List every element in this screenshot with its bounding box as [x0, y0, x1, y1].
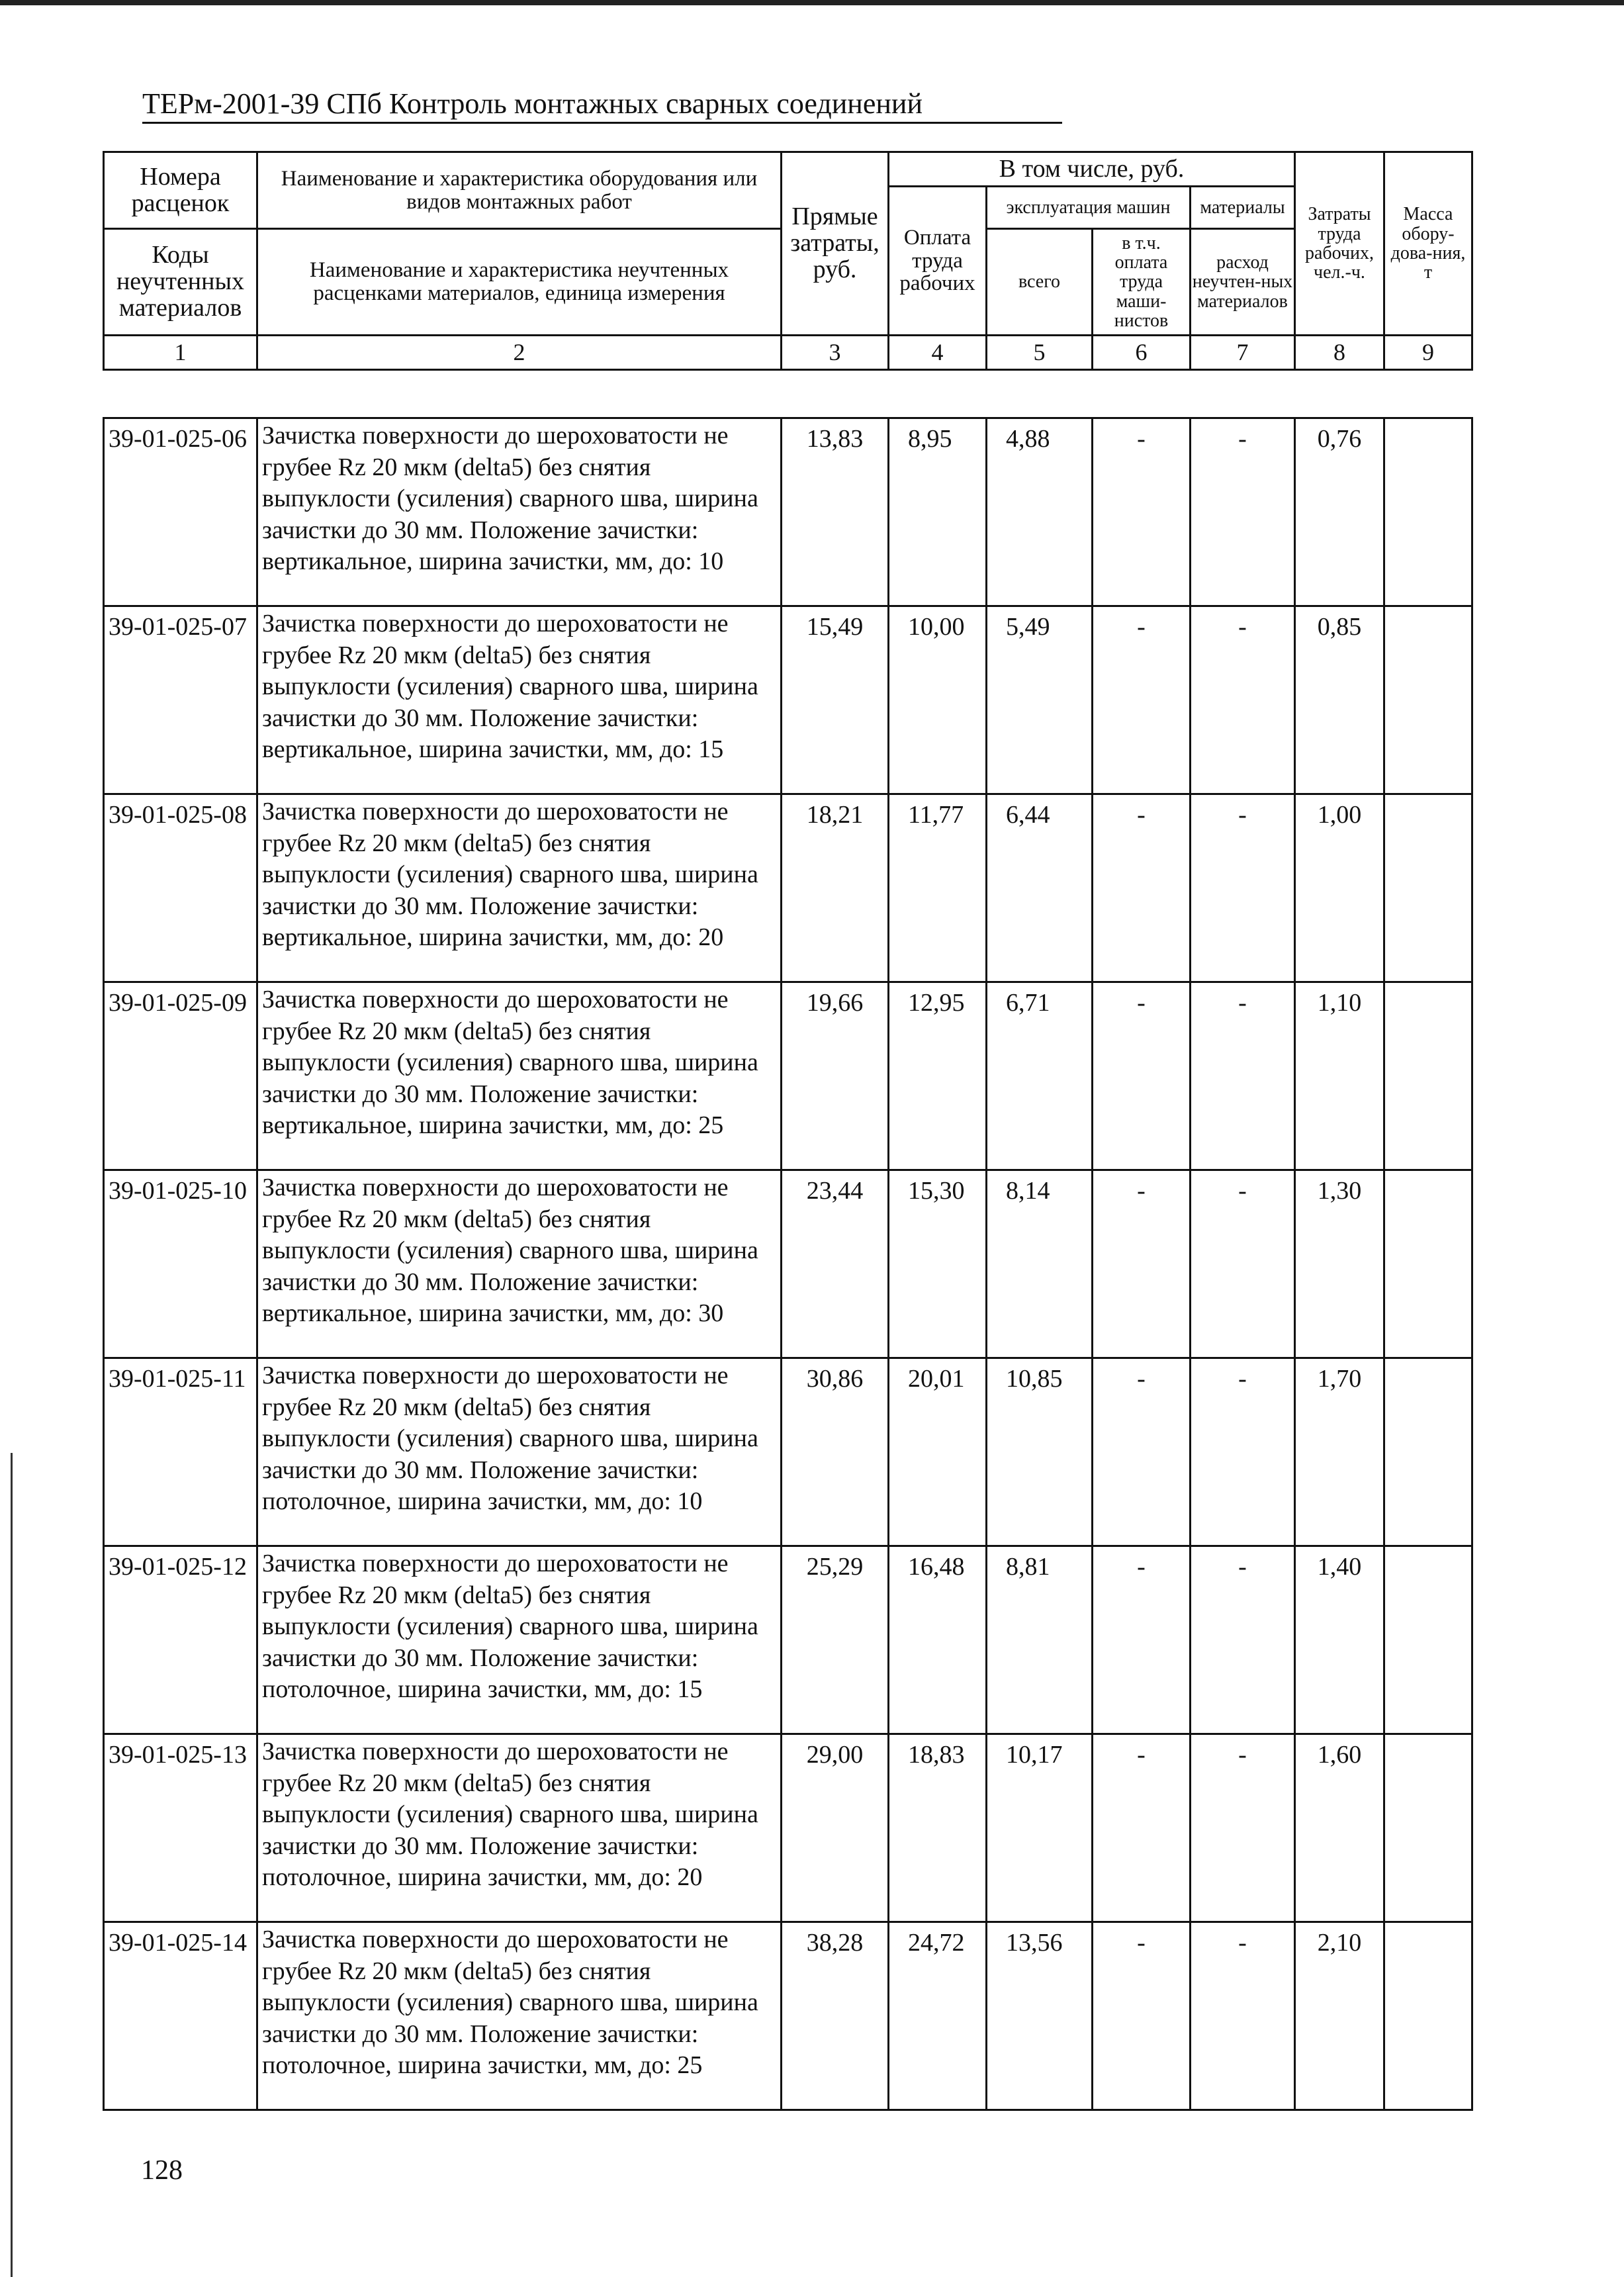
equipment-mass-value — [1384, 1922, 1472, 2110]
table-row — [104, 1546, 1472, 1734]
equipment-mass-value — [1384, 1734, 1472, 1922]
materials-value: - — [1191, 1546, 1295, 1734]
table-row — [104, 794, 1472, 982]
machinist-pay-value: - — [1093, 418, 1191, 606]
labor-pay-value: 16,48 — [889, 1546, 987, 1734]
header-unaccounted-materials: расход неучтен-ных материалов — [1191, 229, 1295, 336]
header-name-bottom: Наименование и характеристика неучтенных расценками материалов, единица измерения — [257, 229, 782, 336]
rate-code: 39-01-025-11 — [104, 1358, 257, 1546]
equipment-mass-value — [1384, 1546, 1472, 1734]
header-rates-numbers: Номера расценок — [104, 152, 257, 229]
machine-operation-value: 8,14 — [987, 1170, 1093, 1358]
header-total: всего — [987, 229, 1093, 336]
direct-costs-value: 19,66 — [782, 982, 889, 1170]
labor-pay-value: 18,83 — [889, 1734, 987, 1922]
rate-description: Зачистка поверхности до шероховатости не грубее Rz 20 мкм (delta5) без снятия выпуклости (усиления) сварного шва, ширина зачистки до 30 мм. Положение зачистки: вертикальное, ширина зачистки, мм, до: 30 — [257, 1170, 782, 1358]
direct-costs-value: 18,21 — [782, 794, 889, 982]
machine-operation-value: 6,44 — [987, 794, 1093, 982]
column-number: 5 — [987, 336, 1093, 370]
machinist-pay-value: - — [1093, 1358, 1191, 1546]
materials-value: - — [1191, 1358, 1295, 1546]
rate-code: 39-01-025-06 — [104, 418, 257, 606]
labor-pay-value: 15,30 — [889, 1170, 987, 1358]
machinist-pay-value: - — [1093, 1734, 1191, 1922]
equipment-mass-value — [1384, 418, 1472, 606]
column-number: 1 — [104, 336, 257, 370]
direct-costs-value: 25,29 — [782, 1546, 889, 1734]
machinist-pay-value: - — [1093, 1546, 1191, 1734]
equipment-mass-value — [1384, 794, 1472, 982]
machine-operation-value: 5,49 — [987, 606, 1093, 794]
page-number: 128 — [141, 2155, 183, 2186]
labor-pay-value: 8,95 — [889, 418, 987, 606]
machinist-pay-value: - — [1093, 794, 1191, 982]
margin-line — [11, 1453, 13, 2277]
document-title: ТЕРм-2001-39 СПб Контроль монтажных сварных соединений — [142, 86, 1062, 124]
table-row — [104, 1734, 1472, 1922]
rate-description: Зачистка поверхности до шероховатости не грубее Rz 20 мкм (delta5) без снятия выпуклости (усиления) сварного шва, ширина зачистки до 30 мм. Положение зачистки: вертикальное, ширина зачистки, мм, до: 20 — [257, 794, 782, 982]
machinist-pay-value: - — [1093, 1922, 1191, 2110]
column-number: 9 — [1384, 336, 1472, 370]
rate-code: 39-01-025-10 — [104, 1170, 257, 1358]
materials-value: - — [1191, 1170, 1295, 1358]
direct-costs-value: 29,00 — [782, 1734, 889, 1922]
materials-value: - — [1191, 418, 1295, 606]
top-border-rule — [0, 0, 1624, 5]
materials-value: - — [1191, 982, 1295, 1170]
labor-hours-value: 1,70 — [1295, 1358, 1384, 1546]
materials-value: - — [1191, 1734, 1295, 1922]
labor-hours-value: 1,60 — [1295, 1734, 1384, 1922]
direct-costs-value: 13,83 — [782, 418, 889, 606]
machine-operation-value: 13,56 — [987, 1922, 1093, 2110]
table-row — [104, 1358, 1472, 1546]
column-number: 2 — [257, 336, 782, 370]
direct-costs-value: 23,44 — [782, 1170, 889, 1358]
equipment-mass-value — [1384, 1170, 1472, 1358]
direct-costs-value: 38,28 — [782, 1922, 889, 2110]
header-materials: материалы — [1191, 187, 1295, 229]
table-row — [104, 1170, 1472, 1358]
equipment-mass-value — [1384, 1358, 1472, 1546]
labor-pay-value: 10,00 — [889, 606, 987, 794]
labor-hours-value: 2,10 — [1295, 1922, 1384, 2110]
header-including: В том числе, руб. — [889, 152, 1295, 187]
table-row — [104, 1922, 1472, 2110]
rate-description: Зачистка поверхности до шероховатости не грубее Rz 20 мкм (delta5) без снятия выпуклости (усиления) сварного шва, ширина зачистки до 30 мм. Положение зачистки: вертикальное, ширина зачистки, мм, до: 15 — [257, 606, 782, 794]
labor-hours-value: 1,00 — [1295, 794, 1384, 982]
labor-pay-value: 12,95 — [889, 982, 987, 1170]
labor-hours-value: 1,30 — [1295, 1170, 1384, 1358]
header-equipment-mass: Масса обору-дова-ния, т — [1384, 152, 1472, 336]
header-codes: Коды неучтенных материалов — [104, 229, 257, 336]
table-row — [104, 982, 1472, 1170]
rate-code: 39-01-025-09 — [104, 982, 257, 1170]
rate-code: 39-01-025-14 — [104, 1922, 257, 2110]
rate-description: Зачистка поверхности до шероховатости не грубее Rz 20 мкм (delta5) без снятия выпуклости (усиления) сварного шва, ширина зачистки до 30 мм. Положение зачистки: потолочное, ширина зачистки, мм, до: 10 — [257, 1358, 782, 1546]
materials-value: - — [1191, 606, 1295, 794]
rate-description: Зачистка поверхности до шероховатости не грубее Rz 20 мкм (delta5) без снятия выпуклости (усиления) сварного шва, ширина зачистки до 30 мм. Положение зачистки: вертикальное, ширина зачистки, мм, до: 10 — [257, 418, 782, 606]
table-row — [104, 418, 1472, 606]
labor-hours-value: 1,10 — [1295, 982, 1384, 1170]
column-number: 8 — [1295, 336, 1384, 370]
rate-code: 39-01-025-13 — [104, 1734, 257, 1922]
machinist-pay-value: - — [1093, 1170, 1191, 1358]
table-row — [104, 606, 1472, 794]
direct-costs-value: 15,49 — [782, 606, 889, 794]
rate-code: 39-01-025-12 — [104, 1546, 257, 1734]
header-name-top: Наименование и характеристика оборудования или видов монтажных работ — [257, 152, 782, 229]
machine-operation-value: 6,71 — [987, 982, 1093, 1170]
rate-description: Зачистка поверхности до шероховатости не грубее Rz 20 мкм (delta5) без снятия выпуклости (усиления) сварного шва, ширина зачистки до 30 мм. Положение зачистки: вертикальное, ширина зачистки, мм, до: 25 — [257, 982, 782, 1170]
equipment-mass-value — [1384, 606, 1472, 794]
machine-operation-value: 10,85 — [987, 1358, 1093, 1546]
rate-code: 39-01-025-08 — [104, 794, 257, 982]
machinist-pay-value: - — [1093, 982, 1191, 1170]
header-machinist-pay: в т.ч. оплата труда маши-нистов — [1093, 229, 1191, 336]
rate-code: 39-01-025-07 — [104, 606, 257, 794]
labor-pay-value: 11,77 — [889, 794, 987, 982]
labor-hours-value: 1,40 — [1295, 1546, 1384, 1734]
column-number: 6 — [1093, 336, 1191, 370]
column-number: 3 — [782, 336, 889, 370]
machine-operation-value: 4,88 — [987, 418, 1093, 606]
rates-table — [103, 417, 1473, 2111]
labor-pay-value: 20,01 — [889, 1358, 987, 1546]
labor-hours-value: 0,76 — [1295, 418, 1384, 606]
rate-description: Зачистка поверхности до шероховатости не грубее Rz 20 мкм (delta5) без снятия выпуклости (усиления) сварного шва, ширина зачистки до 30 мм. Положение зачистки: потолочное, ширина зачистки, мм, до: 20 — [257, 1734, 782, 1922]
column-number: 7 — [1191, 336, 1295, 370]
labor-pay-value: 24,72 — [889, 1922, 987, 2110]
table-header — [103, 151, 1473, 371]
labor-hours-value: 0,85 — [1295, 606, 1384, 794]
header-labor-pay: Оплата труда рабочих — [889, 187, 987, 336]
direct-costs-value: 30,86 — [782, 1358, 889, 1546]
header-labor-costs: Затраты труда рабочих, чел.-ч. — [1295, 152, 1384, 336]
machine-operation-value: 10,17 — [987, 1734, 1093, 1922]
rate-description: Зачистка поверхности до шероховатости не грубее Rz 20 мкм (delta5) без снятия выпуклости (усиления) сварного шва, ширина зачистки до 30 мм. Положение зачистки: потолочное, ширина зачистки, мм, до: 25 — [257, 1922, 782, 2110]
header-machine-operation: эксплуатация машин — [987, 187, 1191, 229]
rate-description: Зачистка поверхности до шероховатости не грубее Rz 20 мкм (delta5) без снятия выпуклости (усиления) сварного шва, ширина зачистки до 30 мм. Положение зачистки: потолочное, ширина зачистки, мм, до: 15 — [257, 1546, 782, 1734]
materials-value: - — [1191, 1922, 1295, 2110]
equipment-mass-value — [1384, 982, 1472, 1170]
header-direct-costs: Прямые затраты, руб. — [782, 152, 889, 336]
machine-operation-value: 8,81 — [987, 1546, 1093, 1734]
machinist-pay-value: - — [1093, 606, 1191, 794]
column-number: 4 — [889, 336, 987, 370]
materials-value: - — [1191, 794, 1295, 982]
